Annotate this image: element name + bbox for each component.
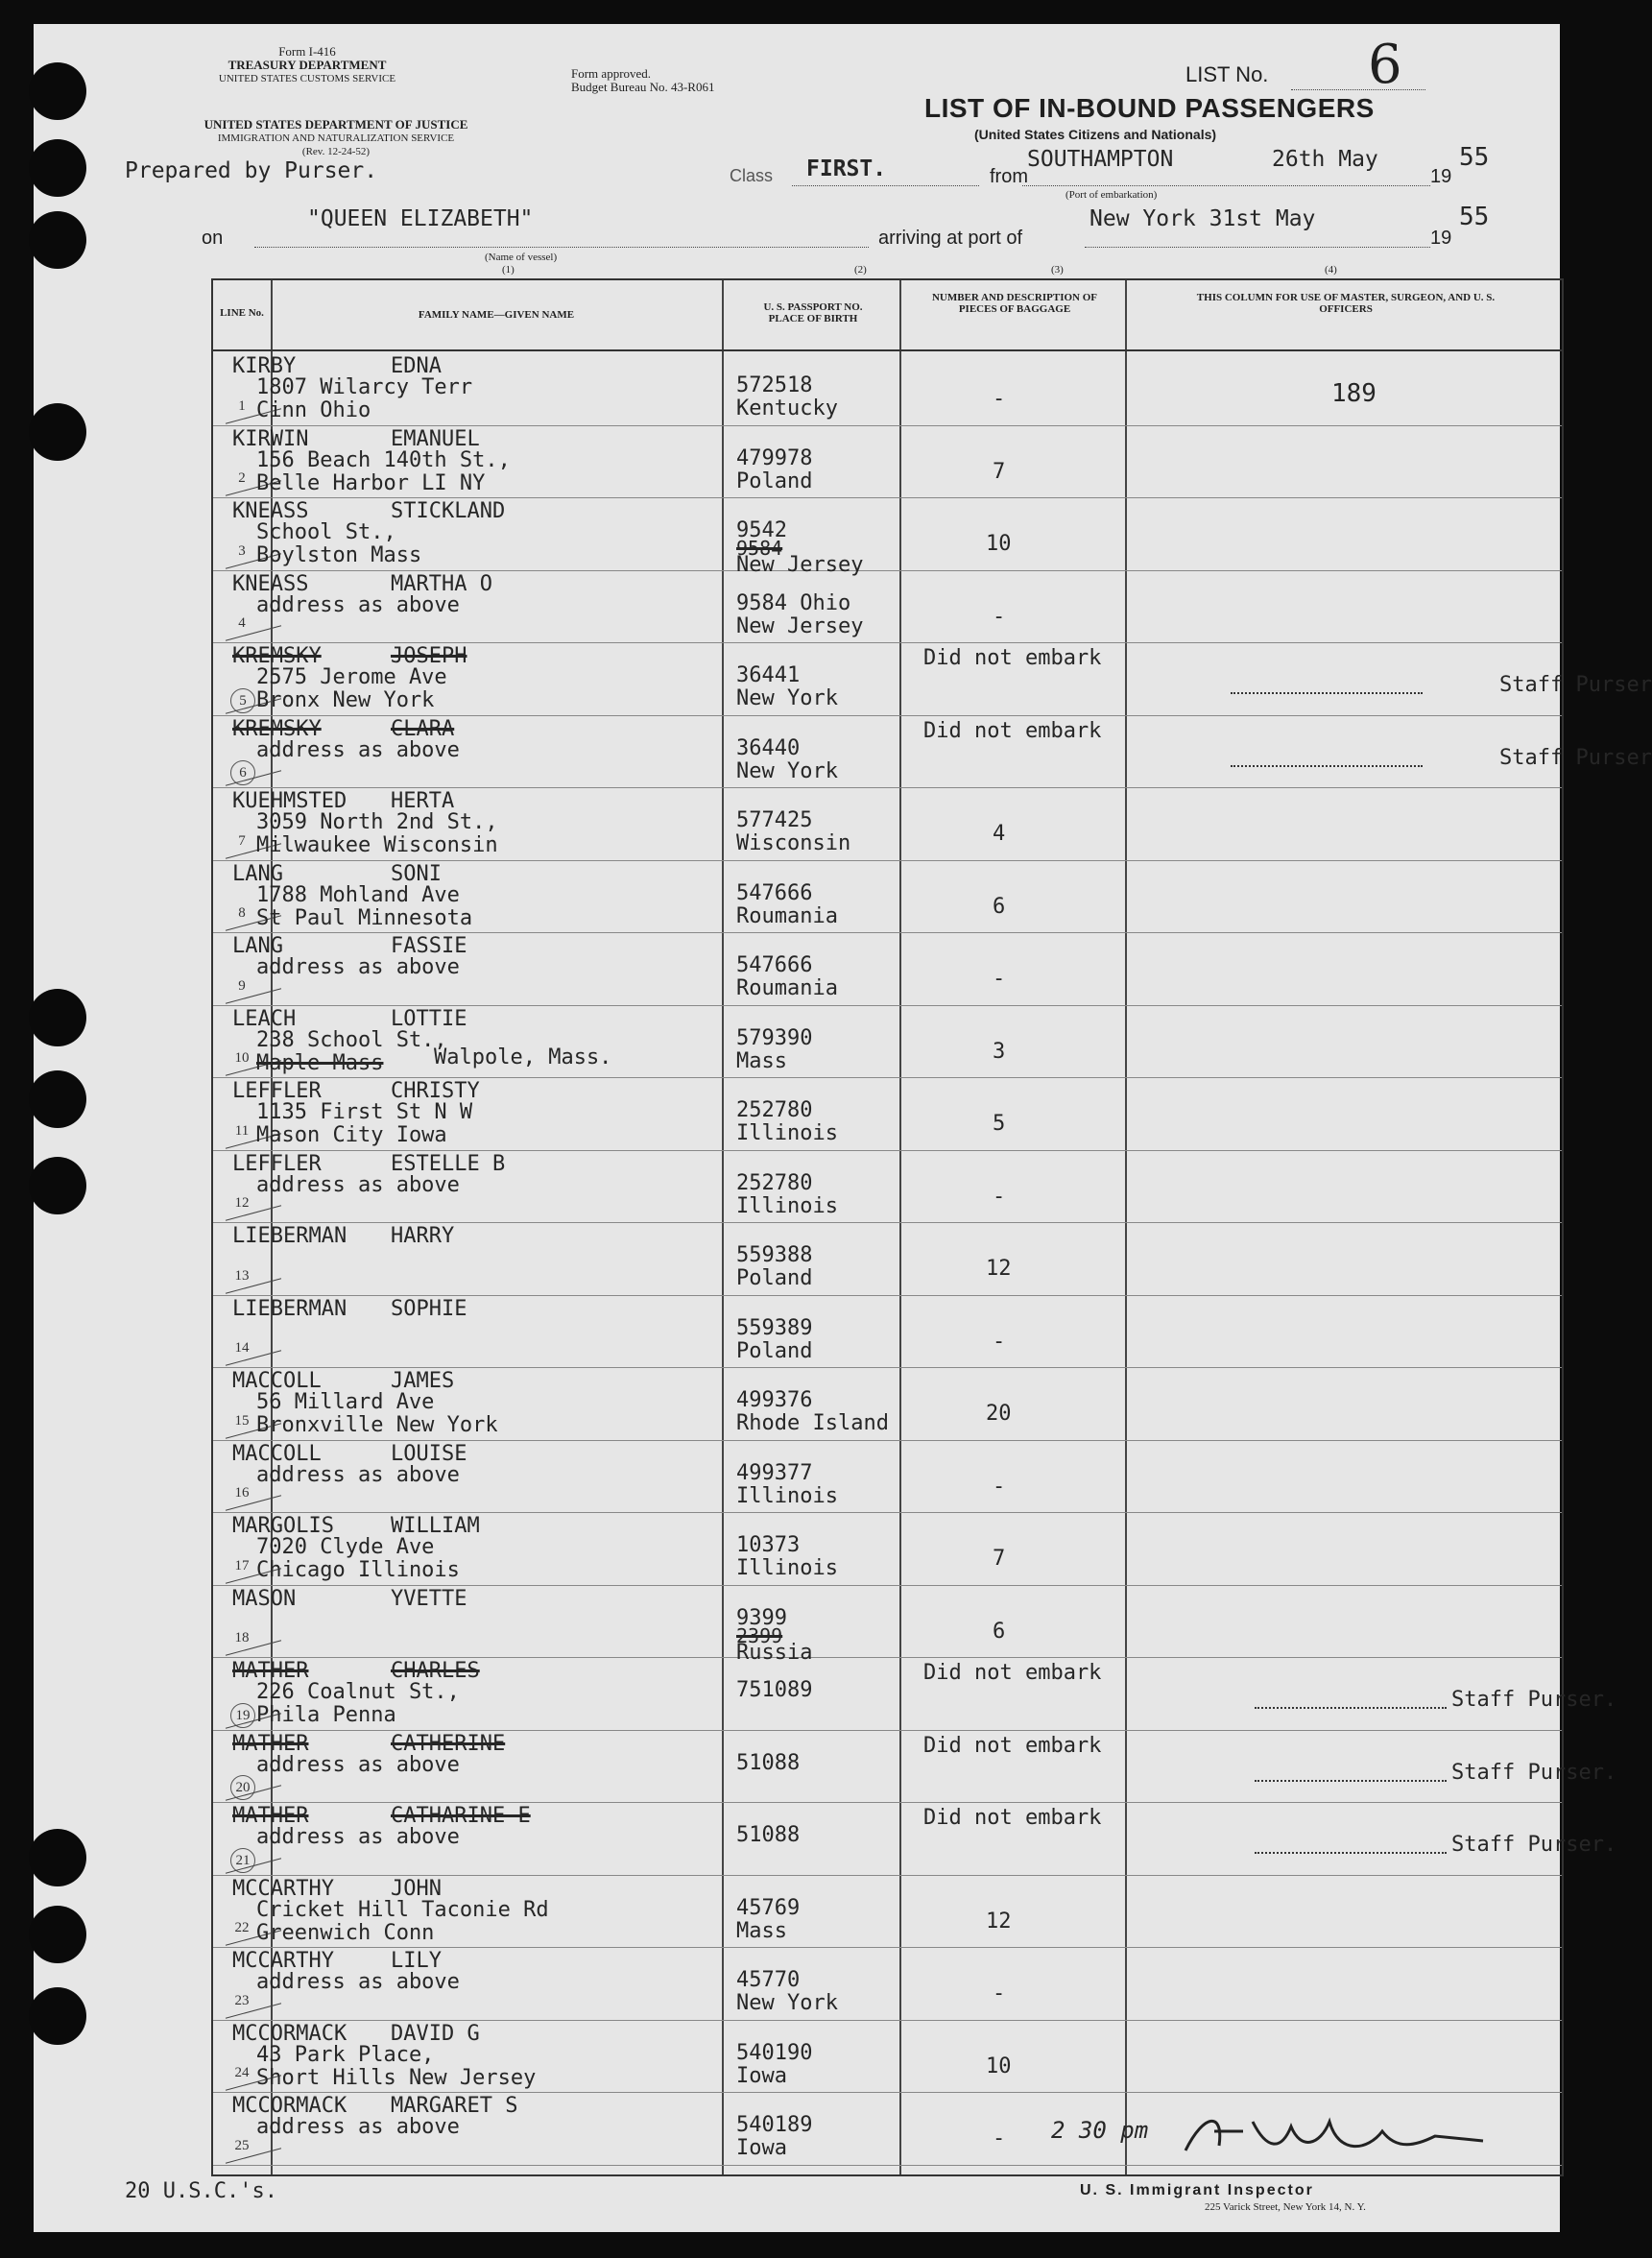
place-of-birth: Poland <box>736 468 813 493</box>
baggage-count: 5 <box>993 1112 1006 1136</box>
passport-number: 252780 <box>736 1170 813 1195</box>
place-of-birth: Russia <box>736 1640 813 1665</box>
place-of-birth: New York <box>736 1991 838 2015</box>
baggage-count: - <box>993 1982 1006 2006</box>
line-number: 10 <box>234 1050 250 1066</box>
passport-number-struck: 2399 <box>736 1623 783 1647</box>
address-line-2: Mason City Iowa <box>256 1123 447 1147</box>
officer-note: 189 <box>1331 379 1377 408</box>
passport-number: 51088 <box>736 1750 801 1775</box>
baggage-count: - <box>993 2126 1006 2150</box>
row-divider <box>213 1077 1562 1078</box>
not-embarked-note: Did not embark <box>923 1733 1102 1758</box>
given-name: SOPHIE <box>391 1296 467 1321</box>
place-of-birth: Kentucky <box>736 396 838 420</box>
not-embarked-note: Did not embark <box>923 1806 1102 1830</box>
row-divider <box>213 1222 1562 1223</box>
passport-number: 499377 <box>736 1460 813 1485</box>
address-line-2: Phila Penna <box>256 1703 396 1727</box>
row-divider <box>213 1657 1562 1658</box>
line-number: 9 <box>238 977 246 994</box>
class-underline <box>792 185 979 186</box>
arrival-year-prefix: 19 <box>1430 228 1452 249</box>
family-name: MCCARTHY <box>232 1876 334 1901</box>
given-name: WILLIAM <box>391 1514 480 1538</box>
address-line-2: Boylston Mass <box>256 543 422 567</box>
line-number: 12 <box>234 1195 250 1211</box>
arrival-port: New York 31st May <box>1089 206 1316 231</box>
address-line-2: Chicago Illinois <box>256 1558 460 1582</box>
passport-number: 51088 <box>736 1823 801 1847</box>
class-value: FIRST. <box>806 156 887 181</box>
baggage-count: - <box>993 967 1006 991</box>
binder-hole <box>29 403 86 461</box>
given-name: HERTA <box>391 789 455 813</box>
row-divider <box>213 1947 1562 1948</box>
family-name: KIRWIN <box>232 426 309 451</box>
address-line-1: address as above <box>256 1970 460 1994</box>
row-divider <box>213 1512 1562 1513</box>
given-name: MARGARET S <box>391 2094 518 2118</box>
family-name: LANG <box>232 934 283 958</box>
given-name: CHRISTY <box>391 1079 480 1103</box>
address-line-1: 3059 North 2nd St., <box>256 810 498 834</box>
passport-number: 540190 <box>736 2040 813 2065</box>
col-baggage: NUMBER AND DESCRIPTION OF PIECES OF BAGGAGE <box>931 292 1098 315</box>
not-embarked-note: Did not embark <box>923 646 1102 670</box>
vessel-underline <box>254 247 869 248</box>
passport-number: 547666 <box>736 953 813 977</box>
address-line-1: 1135 First St N W <box>256 1100 473 1124</box>
baggage-count: 6 <box>993 894 1006 919</box>
from-year-prefix: 19 <box>1430 166 1452 187</box>
binder-hole <box>29 989 86 1046</box>
row-divider <box>213 1150 1562 1151</box>
document-title: LIST OF IN-BOUND PASSENGERS <box>924 93 1375 123</box>
place-of-birth: Iowa <box>736 2136 787 2160</box>
address-line-1: address as above <box>256 1752 460 1777</box>
address-line-1: Cricket Hill Taconie Rd <box>256 1897 549 1922</box>
given-name: HARRY <box>391 1224 455 1248</box>
binder-hole <box>29 62 86 120</box>
place-of-birth: New Jersey <box>736 553 864 577</box>
line-number: 15 <box>234 1412 250 1429</box>
baggage-count: - <box>993 1184 1006 1209</box>
place-of-birth: New York <box>736 686 838 710</box>
arrival-underline <box>1085 247 1430 248</box>
passport-number: 499376 <box>736 1388 813 1412</box>
line-number: 1 <box>238 397 246 414</box>
family-name: MCCARTHY <box>232 1949 334 1973</box>
baggage-count: 12 <box>986 1909 1012 1934</box>
family-name: KREMSKY <box>232 644 322 668</box>
purser-signature-dots <box>1255 1686 1447 1709</box>
baggage-count: - <box>993 604 1006 629</box>
place-of-birth: Mass <box>736 1048 787 1073</box>
column-divider <box>899 280 901 2174</box>
address-line-1: address as above <box>256 955 460 979</box>
row-divider <box>213 497 1562 498</box>
printer-address: 225 Varick Street, New York 14, N. Y. <box>1205 2201 1366 2213</box>
family-name: KIRBY <box>232 354 297 378</box>
given-name: FASSIE <box>391 934 467 958</box>
line-number: 2 <box>238 470 246 486</box>
address-line-1: address as above <box>256 737 460 762</box>
place-of-birth: New Jersey <box>736 613 864 638</box>
purser-signature-dots <box>1231 671 1423 694</box>
baggage-count: 10 <box>986 532 1012 556</box>
purser-title: Staff Purser. <box>1451 1760 1617 1785</box>
manifest-page <box>34 24 1652 2232</box>
row-divider <box>213 1875 1562 1876</box>
passport-number: 579390 <box>736 1025 813 1050</box>
address-line-1: address as above <box>256 1825 460 1849</box>
line-number: 8 <box>238 905 246 921</box>
place-of-birth: Illinois <box>736 1193 838 1218</box>
column-divider <box>722 280 724 2174</box>
address-line-1: School St., <box>256 520 396 544</box>
given-name: JOSEPH <box>391 644 467 668</box>
passport-number: 10373 <box>736 1533 801 1557</box>
purser-title: Staff Purser <box>1499 673 1652 697</box>
place-of-birth: Poland <box>736 1266 813 1290</box>
binder-hole <box>29 139 86 197</box>
place-of-birth: Illinois <box>736 1556 838 1580</box>
purser-signature-dots <box>1255 1759 1447 1782</box>
purser-signature-dots <box>1255 1831 1447 1854</box>
footer-left: 20 U.S.C.'s. <box>125 2179 277 2203</box>
given-name: YVETTE <box>391 1586 467 1611</box>
address-line-2: Cinn Ohio <box>256 398 371 422</box>
row-divider <box>213 860 1562 861</box>
row-divider <box>213 932 1562 933</box>
arrival-year: 55 <box>1459 203 1490 231</box>
place-of-birth: Mass <box>736 1918 787 1943</box>
family-name: LIEBERMAN <box>232 1224 347 1248</box>
given-name: SONI <box>391 861 442 886</box>
purser-title: Staff Purser. <box>1451 1833 1617 1857</box>
baggage-count: - <box>993 387 1006 411</box>
baggage-count: 10 <box>986 2054 1012 2078</box>
address-line-2: Greenwich Conn <box>256 1920 435 1945</box>
column-number-1: (1) <box>502 264 515 276</box>
given-name: MARTHA O <box>391 571 492 596</box>
line-number: 11 <box>234 1122 250 1139</box>
passport-number: 9399 <box>736 1605 787 1630</box>
address-line-1: 2575 Jerome Ave <box>256 665 447 689</box>
purser-title: Staff Purser <box>1499 745 1652 770</box>
row-divider <box>213 715 1562 716</box>
row-divider <box>213 1802 1562 1803</box>
given-name: STICKLAND <box>391 499 506 523</box>
not-embarked-note: Did not embark <box>923 1661 1102 1685</box>
address-line-1: 156 Beach 140th St., <box>256 447 511 472</box>
from-year: 55 <box>1459 143 1490 172</box>
place-of-birth: Iowa <box>736 2063 787 2088</box>
place-of-birth: Roumania <box>736 903 838 928</box>
line-number: 7 <box>238 832 246 849</box>
list-no-value: 6 <box>1368 34 1402 96</box>
place-of-birth: Wisconsin <box>736 831 851 855</box>
not-embarked-note: Did not embark <box>923 718 1102 743</box>
address-line-2: Short Hills New Jersey <box>256 2065 537 2090</box>
row-divider <box>213 425 1562 426</box>
address-line-1: 226 Coalnut St., <box>256 1680 460 1704</box>
column-divider <box>1125 280 1127 2174</box>
column-number-3: (3) <box>1051 264 1064 276</box>
line-number: 3 <box>238 542 246 559</box>
place-of-birth: Illinois <box>736 1483 838 1508</box>
address-line-1: 7020 Clyde Ave <box>256 1535 435 1559</box>
passport-number: 45770 <box>736 1968 801 1992</box>
passenger-table <box>211 278 1652 2176</box>
passport-number: 547666 <box>736 880 813 905</box>
given-name: LILY <box>391 1949 442 1973</box>
passport-number: 36440 <box>736 735 801 760</box>
address-line-1: 1807 Wilarcy Terr <box>256 375 473 399</box>
given-name: EMANUEL <box>391 426 480 451</box>
vessel-label: (Name of vessel) <box>485 252 558 263</box>
row-divider <box>213 1730 1562 1731</box>
line-number: 18 <box>234 1630 250 1645</box>
col-passport: U. S. PASSPORT NO. PLACE OF BIRTH <box>763 301 863 324</box>
address-line-1: address as above <box>256 1462 460 1487</box>
from-date: 26th May <box>1272 147 1378 172</box>
binder-hole <box>29 1157 86 1214</box>
given-name: JOHN <box>391 1876 442 1901</box>
baggage-count: 6 <box>993 1619 1006 1644</box>
row-divider <box>213 642 1562 643</box>
passport-number: 479978 <box>736 445 813 470</box>
family-name: KNEASS <box>232 571 309 596</box>
place-of-birth: Rhode Island <box>736 1411 889 1435</box>
row-divider <box>213 2020 1562 2021</box>
on-label: on <box>202 228 224 249</box>
row-divider <box>213 1367 1562 1368</box>
place-of-birth: Roumania <box>736 976 838 1000</box>
row-divider <box>213 787 1562 788</box>
col-name: FAMILY NAME—GIVEN NAME <box>418 309 575 321</box>
family-name: KNEASS <box>232 499 309 523</box>
form-approval: Form approved. Budget Bureau No. 43-R061 <box>571 66 715 94</box>
passport-number-struck: 9584 <box>736 537 783 560</box>
line-number: 25 <box>234 2137 250 2153</box>
col-line-no: LINE No. <box>220 307 264 319</box>
line-number: 21 <box>230 1848 255 1873</box>
family-name: LEFFLER <box>232 1079 322 1103</box>
footer-time: 2 30 pm <box>1051 2117 1149 2144</box>
doj-header: UNITED STATES DEPARTMENT OF JUSTICE IMMIGRATION AND NATURALIZATION SERVICE (Rev. 12-24-52) <box>204 117 468 157</box>
from-label: from <box>990 166 1028 187</box>
address-line-1: 43 Park Place, <box>256 2042 435 2067</box>
passport-number: 572518 <box>736 373 813 397</box>
column-number-2: (2) <box>854 264 867 276</box>
baggage-count: 7 <box>993 1547 1006 1571</box>
binder-hole <box>29 1987 86 2045</box>
purser-signature-dots <box>1231 744 1423 767</box>
place-of-birth: New York <box>736 758 838 783</box>
form-header-left: Form I-416 TREASURY DEPARTMENT UNITED STATES CUSTOMS SERVICE <box>218 44 396 84</box>
row-divider <box>213 1295 1562 1296</box>
baggage-count: 3 <box>993 1039 1006 1064</box>
baggage-count: 7 <box>993 459 1006 484</box>
binder-hole <box>29 1070 86 1128</box>
passport-number: 252780 <box>736 1098 813 1122</box>
row-divider <box>213 1005 1562 1006</box>
place-of-birth: Illinois <box>736 1121 838 1145</box>
line-number: 14 <box>234 1340 250 1356</box>
given-name: CATHERINE <box>391 1731 506 1756</box>
place-of-birth: Poland <box>736 1338 813 1363</box>
address-line-2: Bronxville New York <box>256 1413 498 1437</box>
binder-hole <box>29 211 86 269</box>
given-name: CATHARINE E <box>391 1804 531 1828</box>
prepared-by: Prepared by Purser. <box>125 158 378 183</box>
family-name: KUEHMSTED <box>232 789 347 813</box>
list-no-underline <box>1291 89 1425 90</box>
address-line-1: address as above <box>256 1172 460 1197</box>
binder-hole <box>29 1829 86 1886</box>
vessel-name: "QUEEN ELIZABETH" <box>307 206 534 231</box>
passport-number: 577425 <box>736 808 813 832</box>
row-divider <box>213 1585 1562 1586</box>
address-line-2: St Paul Minnesota <box>256 905 473 930</box>
purser-title: Staff Purser. <box>1451 1688 1617 1712</box>
inspector-label: U. S. Immigrant Inspector <box>1080 2182 1314 2198</box>
passport-number: 9542 <box>736 518 787 542</box>
address-line-2: Maple Mass <box>256 1050 384 1075</box>
passport-number: 9584 Ohio <box>736 590 851 615</box>
given-name: ESTELLE B <box>391 1151 506 1176</box>
port-embark-label: (Port of embarkation) <box>1065 189 1158 201</box>
line-number: 16 <box>234 1485 250 1501</box>
line-number: 6 <box>230 760 255 785</box>
passport-number: 36441 <box>736 663 801 687</box>
inspector-signature <box>1176 2102 1493 2170</box>
line-number: 5 <box>230 688 255 713</box>
given-name: CHARLES <box>391 1659 480 1683</box>
family-name: LEACH <box>232 1006 297 1031</box>
family-name: MCCORMACK <box>232 2021 347 2046</box>
passport-number: 45769 <box>736 1895 801 1920</box>
row-divider <box>213 570 1562 571</box>
from-port: SOUTHAMPTON <box>1027 147 1174 172</box>
col-officers: THIS COLUMN FOR USE OF MASTER, SURGEON, AND U. S. OFFICERS <box>1196 292 1496 315</box>
baggage-count: 4 <box>993 822 1006 846</box>
binder-hole <box>29 1906 86 1963</box>
passport-number: 540189 <box>736 2113 813 2137</box>
family-name: MASON <box>232 1586 297 1611</box>
class-label: Class <box>730 166 774 185</box>
line-number: 24 <box>234 2065 250 2080</box>
family-name: MATHER <box>232 1731 309 1756</box>
given-name: LOTTIE <box>391 1006 467 1031</box>
given-name: LOUISE <box>391 1441 467 1466</box>
family-name: KREMSKY <box>232 716 322 741</box>
family-name: MACCOLL <box>232 1369 322 1393</box>
line-number: 13 <box>234 1267 250 1284</box>
family-name: MARGOLIS <box>232 1514 334 1538</box>
passport-number: 559388 <box>736 1243 813 1267</box>
line-number: 20 <box>230 1775 255 1800</box>
family-name: MATHER <box>232 1659 309 1683</box>
row-divider <box>213 2092 1562 2093</box>
row-divider <box>213 1440 1562 1441</box>
family-name: MCCORMACK <box>232 2094 347 2118</box>
given-name: EDNA <box>391 354 442 378</box>
line-number: 22 <box>234 1920 250 1935</box>
given-name: JAMES <box>391 1369 455 1393</box>
address-line-2-correction: Walpole, Mass. <box>434 1045 612 1069</box>
baggage-count: 12 <box>986 1257 1012 1281</box>
from-underline <box>1022 185 1430 186</box>
address-line-2: Milwaukee Wisconsin <box>256 833 498 857</box>
line-number: 23 <box>234 1992 250 2008</box>
address-line-1: 56 Millard Ave <box>256 1390 435 1414</box>
line-number: 4 <box>238 615 246 631</box>
baggage-count: - <box>993 1329 1006 1354</box>
given-name: DAVID G <box>391 2021 480 2046</box>
baggage-count: 20 <box>986 1402 1012 1426</box>
address-line-2: Belle Harbor LI NY <box>256 470 486 495</box>
address-line-1: address as above <box>256 2115 460 2139</box>
family-name: LIEBERMAN <box>232 1296 347 1321</box>
address-line-2: Bronx New York <box>256 688 435 712</box>
line-number: 17 <box>234 1557 250 1573</box>
address-line-1: address as above <box>256 592 460 617</box>
column-number-4: (4) <box>1325 264 1337 276</box>
family-name: LEFFLER <box>232 1151 322 1176</box>
arriving-label: arriving at port of <box>878 228 1023 249</box>
given-name: CLARA <box>391 716 455 741</box>
passport-number: 751089 <box>736 1678 813 1702</box>
family-name: LANG <box>232 861 283 886</box>
list-no-label: LIST No. <box>1185 62 1269 86</box>
document-subtitle: (United States Citizens and Nationals) <box>974 127 1217 142</box>
passport-number: 559389 <box>736 1315 813 1340</box>
address-line-1: 1788 Mohland Ave <box>256 882 460 907</box>
address-line-1: 238 School St., <box>256 1027 447 1052</box>
baggage-count: - <box>993 1474 1006 1499</box>
family-name: MACCOLL <box>232 1441 322 1466</box>
line-number: 19 <box>230 1703 255 1728</box>
header-divider <box>213 349 1562 351</box>
family-name: MATHER <box>232 1804 309 1828</box>
